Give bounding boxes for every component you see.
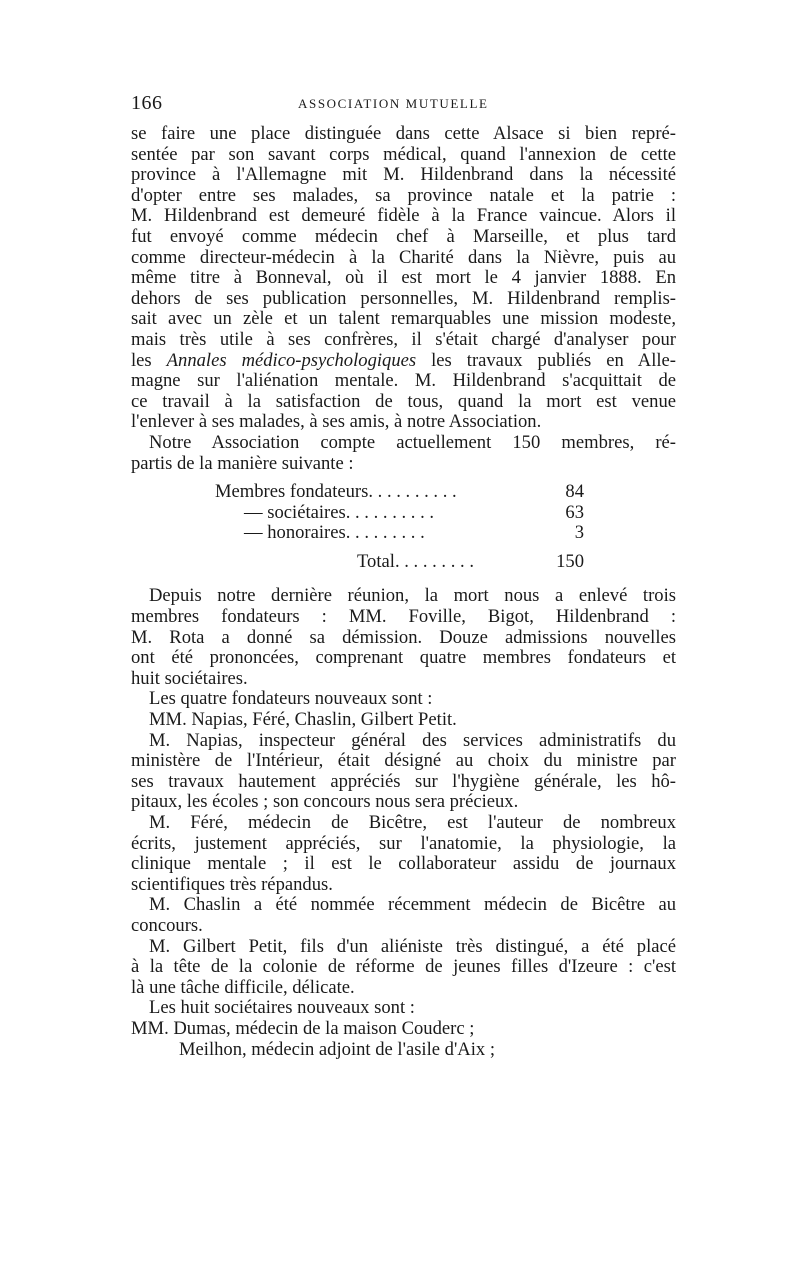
text-line: M. Féré, médecin de Bicêtre, est l'auteur de nombreux: [149, 812, 676, 833]
paragraph-napias: [131, 731, 676, 813]
text-line: huit sociétaires.: [131, 667, 248, 689]
text-line: scientifiques très répandus.: [131, 873, 333, 895]
paragraph-hildenbrand: [131, 124, 676, 433]
text-line: ministère de l'Intérieur, était désigné au choix du ministre par: [131, 750, 676, 772]
text-line: M. Hildenbrand est demeuré fidèle à la France vaincue. Alors il: [131, 205, 676, 227]
row-count: 3: [574, 522, 584, 544]
paragraph-membership: [131, 433, 676, 474]
text-line: pitaux, les écoles ; son concours nous sera précieux.: [131, 791, 519, 813]
table-row: [131, 482, 676, 503]
page-body: [131, 124, 676, 1060]
text-line: MM. Dumas, médecin de la maison Couderc ;: [131, 1017, 475, 1039]
text-line: M. Napias, inspecteur général des services administratifs du: [149, 729, 676, 751]
text-line: mais très utile à ses confrères, il s'était chargé d'analyser pour: [131, 328, 676, 350]
text-line: M. Chaslin a été nommée récemment médecin de Bicêtre au: [149, 894, 676, 916]
text-line: sait avec un zèle et un talent remarquables une mission modeste,: [131, 308, 676, 330]
text-line: concours.: [131, 914, 203, 936]
text-line: Depuis notre dernière réunion, la mort nous a enlevé trois: [149, 585, 676, 607]
text-line: M. Rota a donné sa démission. Douze admissions nouvelles: [131, 626, 676, 648]
table-row: [131, 503, 676, 524]
paragraph-chaslin: [131, 895, 676, 936]
text-line: partis de la manière suivante :: [131, 452, 354, 474]
text-line: d'opter entre ses malades, sa province natale et la patrie :: [131, 184, 676, 206]
text-fragment: les: [131, 349, 167, 371]
paragraph-gilbert-petit: [131, 937, 676, 999]
text-fragment: les travaux publiés en Alle-: [416, 349, 676, 371]
text-line: l'enlever à ses malades, à ses amis, à notre Association.: [131, 411, 542, 433]
text-line: à la tête de la colonie de réforme de jeunes filles d'Izeure : c'est: [131, 956, 676, 978]
text-line: Meilhon, médecin adjoint de l'asile d'Aix ;: [179, 1038, 496, 1060]
text-line: M. Gilbert Petit, fils d'un aliéniste très distingué, a été placé: [149, 935, 676, 957]
page-number: 166: [131, 92, 163, 114]
text-line: [131, 351, 676, 372]
total-count: 150: [556, 550, 584, 572]
text-line: se faire une place distinguée dans cette Alsace si bien repré-: [131, 123, 676, 144]
paragraph-deaths: [131, 586, 676, 689]
text-line: ont été prononcées, comprenant quatre membres fondateurs et: [131, 647, 676, 669]
text-line: même titre à Bonneval, où il est mort le 4 janvier 1888. En: [131, 267, 676, 289]
text-line: membres fondateurs : MM. Foville, Bigot, Hildenbrand :: [131, 606, 676, 628]
text-line: dehors de ses publication personnelles, M. Hildenbrand remplis-: [131, 287, 676, 309]
paragraph-fere: [131, 813, 676, 895]
text-line: magne sur l'aliénation mentale. M. Hildenbrand s'acquittait de: [131, 370, 676, 392]
text-line: ses travaux hautement appréciés sur l'hygiène générale, les hô-: [131, 770, 676, 792]
row-count: 84: [565, 481, 584, 503]
text-line: là une tâche difficile, délicate.: [131, 976, 355, 998]
text-line: écrits, justement appréciés, sur l'anatomie, la physiologie, la: [131, 832, 676, 854]
row-label: — honoraires. . . . . . . . .: [244, 522, 425, 544]
row-label: — sociétaires. . . . . . . . . .: [244, 501, 435, 523]
membership-table: [131, 482, 676, 572]
text-line: Notre Association compte actuellement 150 membres, ré-: [149, 431, 676, 453]
row-label: Membres fondateurs. . . . . . . . . .: [215, 481, 457, 503]
table-total-row: [131, 552, 676, 573]
text-line: fut envoyé comme médecin chef à Marseille, et plus tard: [131, 225, 676, 247]
total-label: Total. . . . . . . . .: [357, 550, 474, 572]
row-count: 63: [565, 501, 584, 523]
text-line: clinique mentale ; il est le collaborateur assidu de journaux: [131, 853, 676, 875]
text-line: sentée par son savant corps médical, quand l'annexion de cette: [131, 143, 676, 165]
text-line: province à l'Allemagne mit M. Hildenbrand dans la nécessité: [131, 164, 676, 186]
text-line: ce travail à la satisfaction de tous, quand la mort est venue: [131, 390, 676, 412]
text-line: comme directeur-médecin à la Charité dans la Nièvre, puis au: [131, 246, 676, 268]
table-row: [131, 523, 676, 544]
text-line: Les quatre fondateurs nouveaux sont :: [149, 688, 433, 710]
journal-title: Annales médico-psychologiques: [166, 349, 417, 371]
running-title: ASSOCIATION MUTUELLE: [298, 96, 489, 111]
text-line: MM. Napias, Féré, Chaslin, Gilbert Petit.: [149, 709, 457, 731]
text-line: Les huit sociétaires nouveaux sont :: [149, 997, 415, 1019]
page-header: [131, 92, 671, 116]
